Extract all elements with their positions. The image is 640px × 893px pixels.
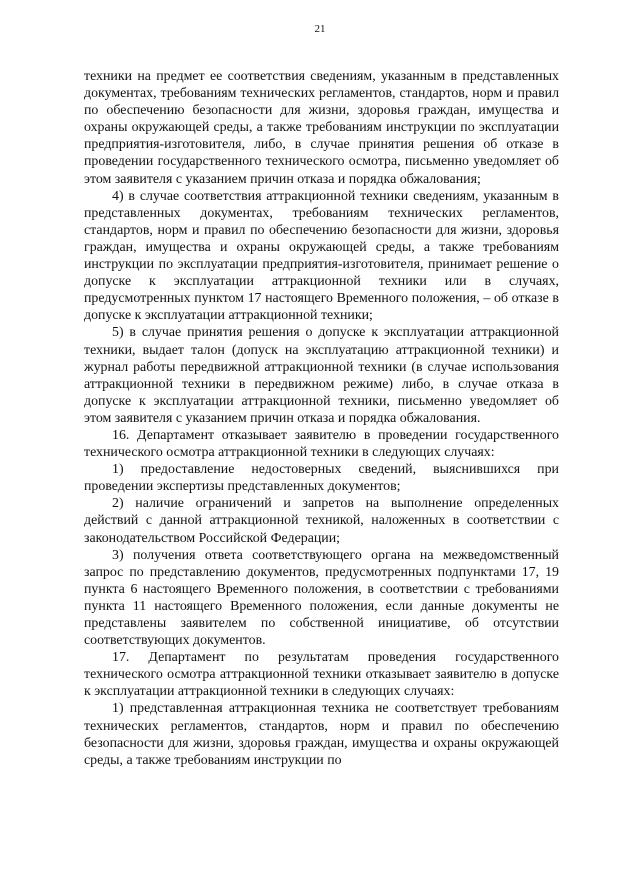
- page-number: 21: [314, 23, 326, 35]
- paragraph-item-4: 4) в случае соответствия аттракционной техники сведениям, указанным в представленных документах, требованиям технических регламентов, стандартов, норм и правил по обеспечению безопасности для жизни, здоровья граждан, имущества и охраны окружающей среды, а также требованиям инструкции по эксплуатации предприятия-изготовителя, принимает решение о допуске к эксплуатации аттракционной техники или в случаях, предусмотренных пунктом 17 настоящего Временного положения, – об отказе в допуске к эксплуатации аттракционной техники;: [84, 188, 559, 324]
- paragraph-section-17: 17. Департамент по результатам проведения государственного технического осмотра аттракционной техники отказывает заявителю в допуске к эксплуатации аттракционной техники в следующих случаях:: [84, 650, 559, 700]
- paragraph-item-5: 5) в случае принятия решения о допуске к эксплуатации аттракционной техники, выдает талон (допуск на эксплуатацию аттракционной техники) и журнал работы передвижной аттракционной техники (в случае использования аттракционной техники в передвижном режиме) либо, в случае отказа в допуске к эксплуатации аттракционной техники, письменно уведомляет об этом заявителя с указанием причин отказа и порядка обжалования.: [84, 325, 559, 426]
- paragraph-16-item-1: 1) предоставление недостоверных сведений, выяснившихся при проведении экспертизы представленных документов;: [84, 462, 559, 495]
- paragraph-17-item-1: 1) представленная аттракционная техника не соответствует требованиям технических регламентов, стандартов, норм и правил по обеспечению безопасности для жизни, здоровья граждан, имущества и охраны окружающей среды, а также требованиям инструкции по: [84, 701, 559, 768]
- paragraph-16-item-2: 2) наличие ограничений и запретов на выполнение определенных действий с данной аттракционной техникой, наложенных в соответствии с законодательством Российской Федерации;: [84, 496, 559, 546]
- document-body: [84, 68, 559, 769]
- paragraph-section-16: 16. Департамент отказывает заявителю в проведении государственного технического осмотра аттракционной техники в следующих случаях:: [84, 427, 559, 461]
- paragraph-16-item-3: 3) получения ответа соответствующего органа на межведомственный запрос по представлению документов, предусмотренных подпунктами 17, 19 пункта 6 настоящего Временного положения, в соответствии с требованиями пункта 11 настоящего Временного положения, если данные документы не представлены заявителем по собственной инициативе, об отсутствии соответствующих документов.: [84, 547, 559, 649]
- paragraph-continuation: техники на предмет ее соответствия сведениям, указанным в представленных документах, требованиям технических регламентов, стандартов, норм и правил по обеспечению безопасности для жизни, здоровья граждан, имущества и охраны окружающей среды, а также требованиям инструкции по эксплуатации предприятия-изготовителя, либо, в случае принятия решения об отказе в проведении государственного технического осмотра, письменно уведомляет об этом заявителя с указанием причин отказа и порядка обжалования;: [84, 69, 559, 187]
